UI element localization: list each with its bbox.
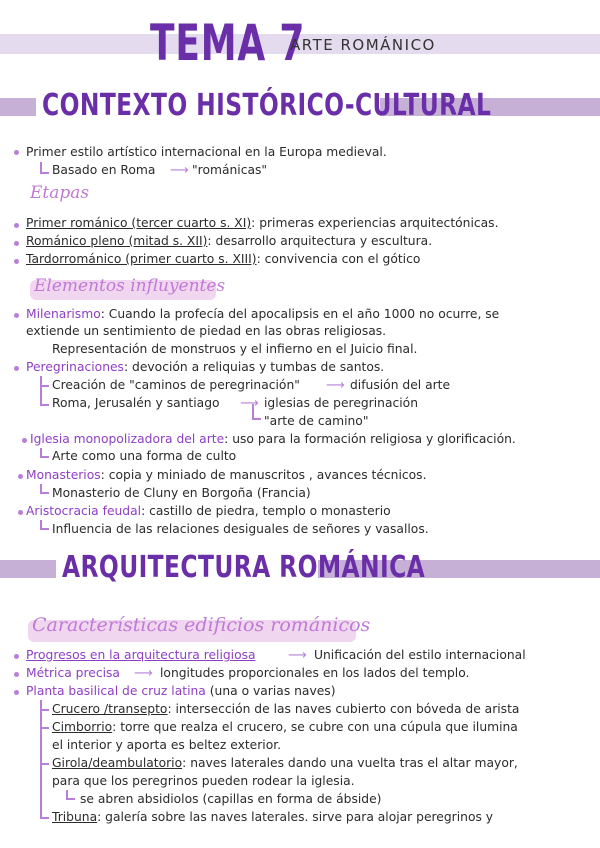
monasterios-line: Monasterios: copia y miniado de manuscritos , avances técnicos. [26, 468, 427, 482]
etapa-item: Románico pleno (mitad s. XII): desarrollo arquitectura y escultura. [26, 234, 433, 248]
arrow-right-icon: ⟶ [170, 163, 189, 178]
aristocracia-sub: Influencia de las relaciones desiguales de señores y vasallos. [52, 522, 429, 536]
bullet-dot [14, 672, 19, 677]
milenarismo-line: Milenarismo: Cuando la profecía del apocalipsis en el año 1000 no ocurre, se [26, 307, 500, 321]
bullet-dot [22, 438, 27, 443]
monasterios-sub: Monasterio de Cluny en Borgoña (Francia) [52, 486, 311, 500]
bullet-dot [14, 223, 19, 228]
section-title-arquitectura: ARQUITECTURA ROMÁNICA [62, 550, 426, 585]
milenarismo-line2: extiende un sentimiento de piedad en las obras religiosas. [26, 324, 387, 338]
heading-etapas: Etapas [30, 183, 90, 203]
arrow-right-icon: ⟶ [326, 378, 345, 393]
intro-sub1: Basado en Roma [52, 163, 156, 177]
bullet-dot [14, 241, 19, 246]
hook-arrow-icon [40, 396, 49, 406]
hook-arrow-icon [40, 810, 49, 819]
bullet-dot [14, 654, 19, 659]
etapa-item: Tardorrománico (primer cuarto s. XIII): convivencia con el gótico [26, 252, 421, 266]
arrow-right-icon: ⟶ [240, 396, 259, 411]
girola-line2: para que los peregrinos pueden rodear la iglesia. [52, 774, 355, 788]
intro-text: Primer estilo artístico internacional en la Europa medieval. [26, 145, 387, 159]
page-title: TEMA 7 [150, 14, 306, 72]
progresos-result: Unificación del estilo internacional [314, 648, 526, 662]
iglesia-line: Iglesia monopolizadora del arte: uso para la formación religiosa y glorificación. [30, 432, 516, 446]
girola-sub: se abren absidiolos (capillas en forma de ábside) [80, 792, 382, 806]
bullet-dot [14, 259, 19, 264]
etapa-item: Primer románico (tercer cuarto s. XI): primeras experiencias arquitectónicas. [26, 216, 499, 230]
crucero-line: Crucero /transepto: intersección de las naves cubierto con bóveda de arista [52, 702, 520, 716]
hook-arrow-icon [40, 756, 49, 765]
hook-arrow-icon [40, 448, 49, 458]
hook-arrow-icon [40, 702, 49, 711]
peregrinaciones-sub1b: difusión del arte [350, 378, 451, 392]
hook-arrow-icon [40, 378, 49, 387]
bullet-dot [14, 690, 19, 695]
tribuna-line: Tribuna: galería sobre las naves laterales. sirve para alojar peregrinos y [52, 810, 494, 824]
peregrinaciones-sub2c: "arte de camino" [264, 414, 369, 428]
section-band-left [0, 98, 36, 116]
peregrinaciones-sub2b: iglesias de peregrinación [264, 396, 418, 410]
intro-sub2: "románicas" [192, 163, 268, 177]
milenarismo-line3: Representación de monstruos y el infierno en el Juicio final. [52, 342, 418, 356]
peregrinaciones-sub1: Creación de "caminos de peregrinación" [52, 378, 300, 392]
cimborrio-line2: el interior y aporta es beltez exterior. [52, 738, 282, 752]
girola-line: Girola/deambulatorio: naves laterales dando una vuelta tras el altar mayor, [52, 756, 518, 770]
hook-arrow-icon [66, 790, 75, 800]
arrow-right-icon: ⟶ [288, 648, 307, 663]
bullet-dot [18, 474, 23, 479]
section-band-left [0, 560, 56, 578]
hook-arrow-icon [40, 720, 49, 729]
peregrinaciones-sub2: Roma, Jerusalén y santiago [52, 396, 220, 410]
heading-caracteristicas: Características edificios románicos [32, 614, 371, 636]
bullet-dot [14, 366, 19, 371]
arrow-right-icon: ⟶ [134, 666, 153, 681]
page-subtitle: ARTE ROMÁNICO [290, 36, 436, 54]
metrica-term: Métrica precisa [26, 666, 120, 680]
hook-arrow-icon [40, 484, 49, 494]
cimborrio-line: Cimborrio: torre que realza el crucero, se cubre con una cúpula que ilumina [52, 720, 518, 734]
bullet-dot [18, 510, 23, 515]
metrica-result: longitudes proporcionales en los lados del templo. [160, 666, 470, 680]
hook-arrow-icon [40, 520, 49, 530]
peregrinaciones-line: Peregrinaciones: devoción a reliquias y tumbas de santos. [26, 360, 385, 374]
bullet-dot [14, 313, 19, 318]
hook-arrow-icon [252, 404, 261, 420]
aristocracia-line: Aristocracia feudal: castillo de piedra, templo o monasterio [26, 504, 391, 518]
bullet-dot [14, 150, 19, 155]
hook-arrow-icon [40, 162, 49, 174]
section-title-contexto: CONTEXTO HISTÓRICO-CULTURAL [42, 88, 492, 123]
planta-line: Planta basilical de cruz latina (una o varias naves) [26, 684, 336, 698]
iglesia-sub: Arte como una forma de culto [52, 449, 237, 463]
progresos-term: Progresos en la arquitectura religiosa [26, 648, 256, 662]
heading-elementos: Elementos influyentes [34, 276, 226, 296]
